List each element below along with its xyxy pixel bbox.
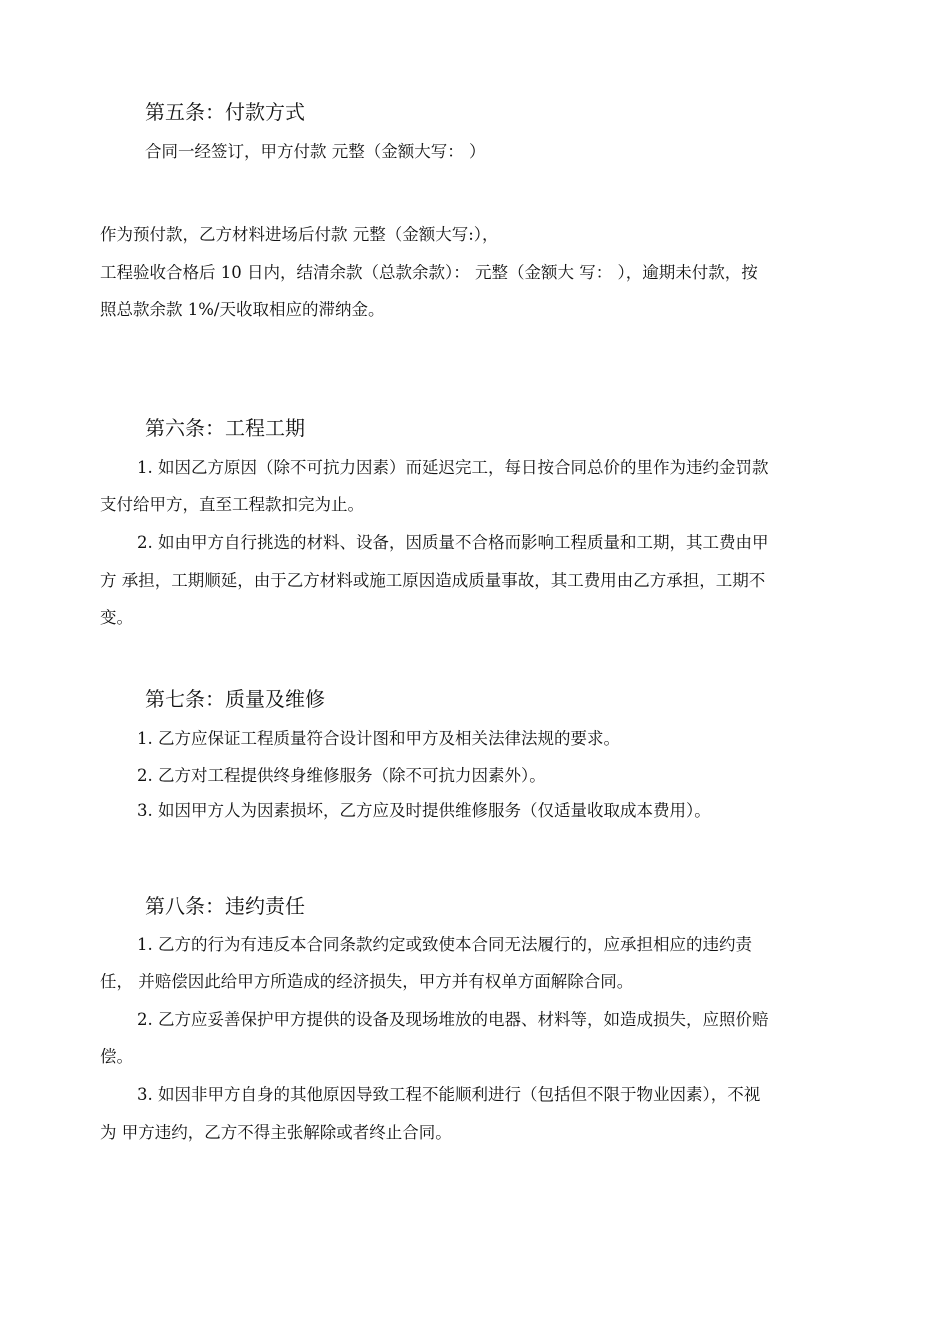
- article-8-line-4: 偿。: [100, 1047, 133, 1066]
- article-5-line-1: 合同一经签订，甲方付款 元整（金额大写： ）: [145, 142, 486, 161]
- article-5-line-2: 作为预付款，乙方材料进场后付款 元整（金额大写:），: [100, 225, 499, 244]
- article-6-line-4: 方 承担，工期顺延，由于乙方材料或施工原因造成质量事故，其工费用由乙方承担，工期不: [100, 571, 766, 590]
- article-8-line-6: 为 甲方违约，乙方不得主张解除或者终止合同。: [100, 1123, 452, 1142]
- article-5-line-3: 工程验收合格后 10 日内，结清余款（总款余款）： 元整（金额大 写： ），逾期未付款，按: [100, 263, 758, 282]
- article-6-line-3: 2. 如由甲方自行挑选的材料、设备，因质量不合格而影响工程质量和工期，其工费由甲: [137, 533, 769, 552]
- article-8-heading: 第八条：违约责任: [145, 894, 305, 918]
- article-6-line-1: 1. 如因乙方原因（除不可抗力因素）而延迟完工，每日按合同总价的里作为违约金罚款: [137, 458, 769, 477]
- article-7-line-2: 2. 乙方对工程提供终身维修服务（除不可抗力因素外）。: [137, 766, 546, 785]
- article-5-heading: 第五条：付款方式: [145, 100, 305, 124]
- article-8-line-5: 3. 如因非甲方自身的其他原因导致工程不能顺利进行（包括但不限于物业因素），不视: [137, 1085, 761, 1104]
- article-8-line-2: 任， 并赔偿因此给甲方所造成的经济损失，甲方并有权单方面解除合同。: [100, 972, 634, 991]
- article-8-line-1: 1. 乙方的行为有违反本合同条款约定或致使本合同无法履行的，应承担相应的违约责: [137, 935, 752, 954]
- article-5-line-4: 照总款余款 1%/天收取相应的滞纳金。: [100, 300, 385, 319]
- article-6-heading: 第六条：工程工期: [145, 416, 305, 440]
- article-6-line-2: 支付给甲方，直至工程款扣完为止。: [100, 495, 364, 514]
- article-8-line-3: 2. 乙方应妥善保护甲方提供的设备及现场堆放的电器、材料等，如造成损失，应照价赔: [137, 1010, 769, 1029]
- article-6-line-5: 变。: [100, 608, 133, 627]
- article-7-heading: 第七条：质量及维修: [145, 687, 325, 711]
- article-7-line-3: 3. 如因甲方人为因素损坏，乙方应及时提供维修服务（仅适量收取成本费用）。: [137, 801, 711, 820]
- article-7-line-1: 1. 乙方应保证工程质量符合设计图和甲方及相关法律法规的要求。: [137, 729, 620, 748]
